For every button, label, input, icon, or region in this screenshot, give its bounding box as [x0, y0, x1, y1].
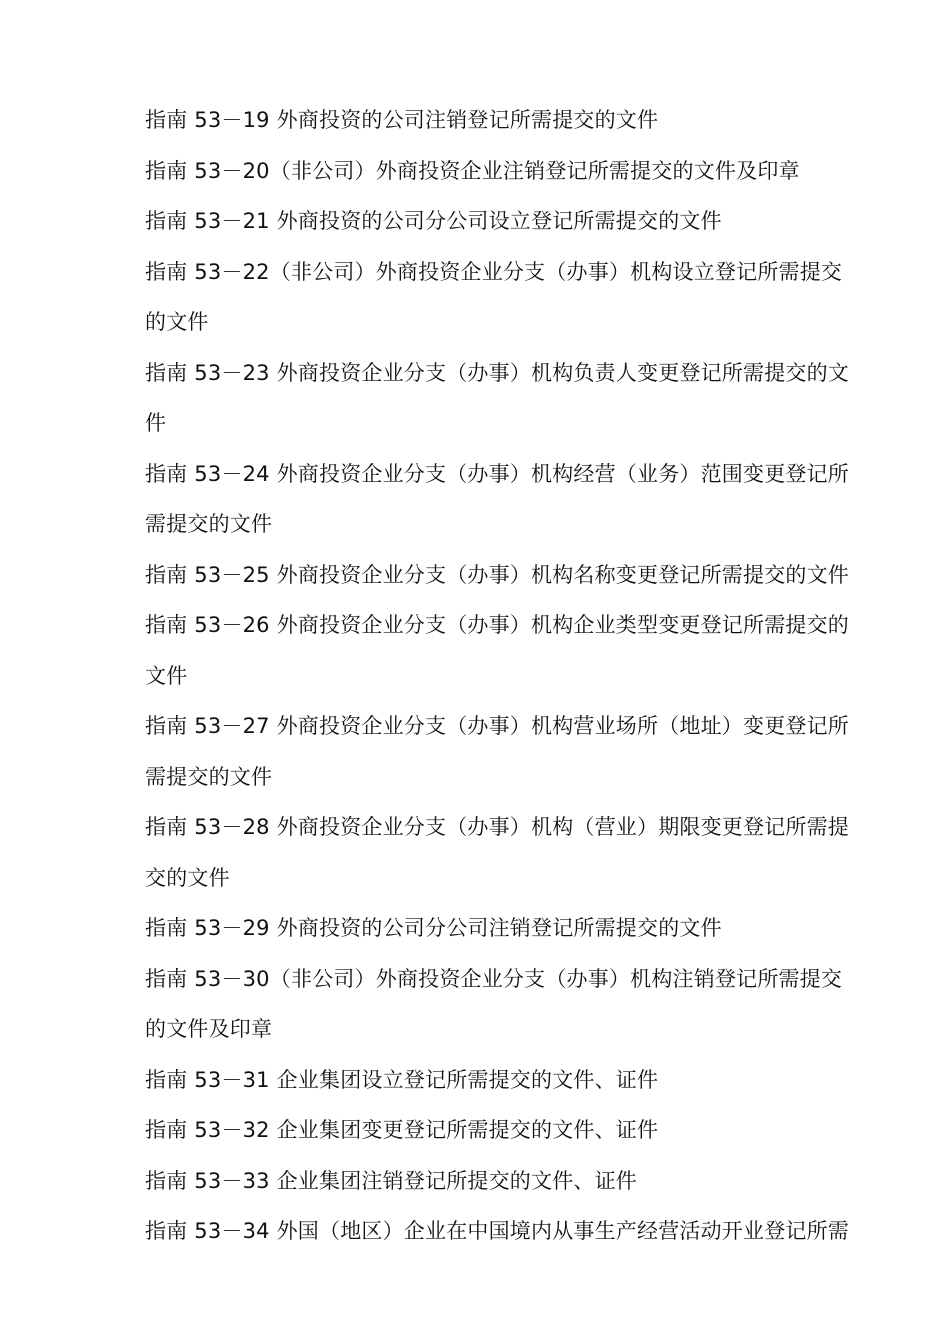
- text-line: 指南 53－27 外商投资企业分支（办事）机构营业场所（地址）变更登记所: [145, 714, 849, 738]
- text-line: 需提交的文件: [145, 764, 273, 789]
- text-line: 指南 53－32 企业集团变更登记所需提交的文件、证件: [145, 1118, 659, 1142]
- text-line: 指南 53－31 企业集团设立登记所需提交的文件、证件: [145, 1067, 659, 1092]
- text-line: 指南 53－34 外国（地区）企业在中国境内从事生产经营活动开业登记所需: [145, 1219, 849, 1243]
- text-line: 指南 53－26 外商投资企业分支（办事）机构企业类型变更登记所需提交的: [145, 613, 849, 637]
- text-line: 件: [145, 411, 167, 435]
- text-line: 的文件: [145, 310, 209, 334]
- text-line: 指南 53－20（非公司）外商投资企业注销登记所需提交的文件及印章: [145, 158, 800, 183]
- text-line: 指南 53－23 外商投资企业分支（办事）机构负责人变更登记所需提交的文: [145, 360, 849, 385]
- text-line: 指南 53－33 企业集团注销登记所提交的文件、证件: [145, 1168, 637, 1193]
- text-line: 的文件及印章: [145, 1017, 273, 1041]
- text-line: 指南 53－24 外商投资企业分支（办事）机构经营（业务）范围变更登记所: [145, 461, 849, 486]
- text-line: 指南 53－28 外商投资企业分支（办事）机构（营业）期限变更登记所需提: [145, 815, 849, 839]
- text-line: 文件: [145, 663, 188, 688]
- text-line: 指南 53－30（非公司）外商投资企业分支（办事）机构注销登记所需提交: [145, 966, 843, 991]
- text-line: 指南 53－29 外商投资的公司分公司注销登记所需提交的文件: [145, 916, 722, 940]
- text-line: 交的文件: [145, 865, 230, 890]
- document-body: [145, 95, 880, 1257]
- text-line: 指南 53－25 外商投资企业分支（办事）机构名称变更登记所需提交的文件: [145, 562, 849, 587]
- text-line: 指南 53－19 外商投资的公司注销登记所需提交的文件: [145, 108, 659, 132]
- text-line: 指南 53－21 外商投资的公司分公司设立登记所需提交的文件: [145, 209, 722, 233]
- text-line: 指南 53－22（非公司）外商投资企业分支（办事）机构设立登记所需提交: [145, 259, 843, 284]
- text-line: 需提交的文件: [145, 512, 273, 536]
